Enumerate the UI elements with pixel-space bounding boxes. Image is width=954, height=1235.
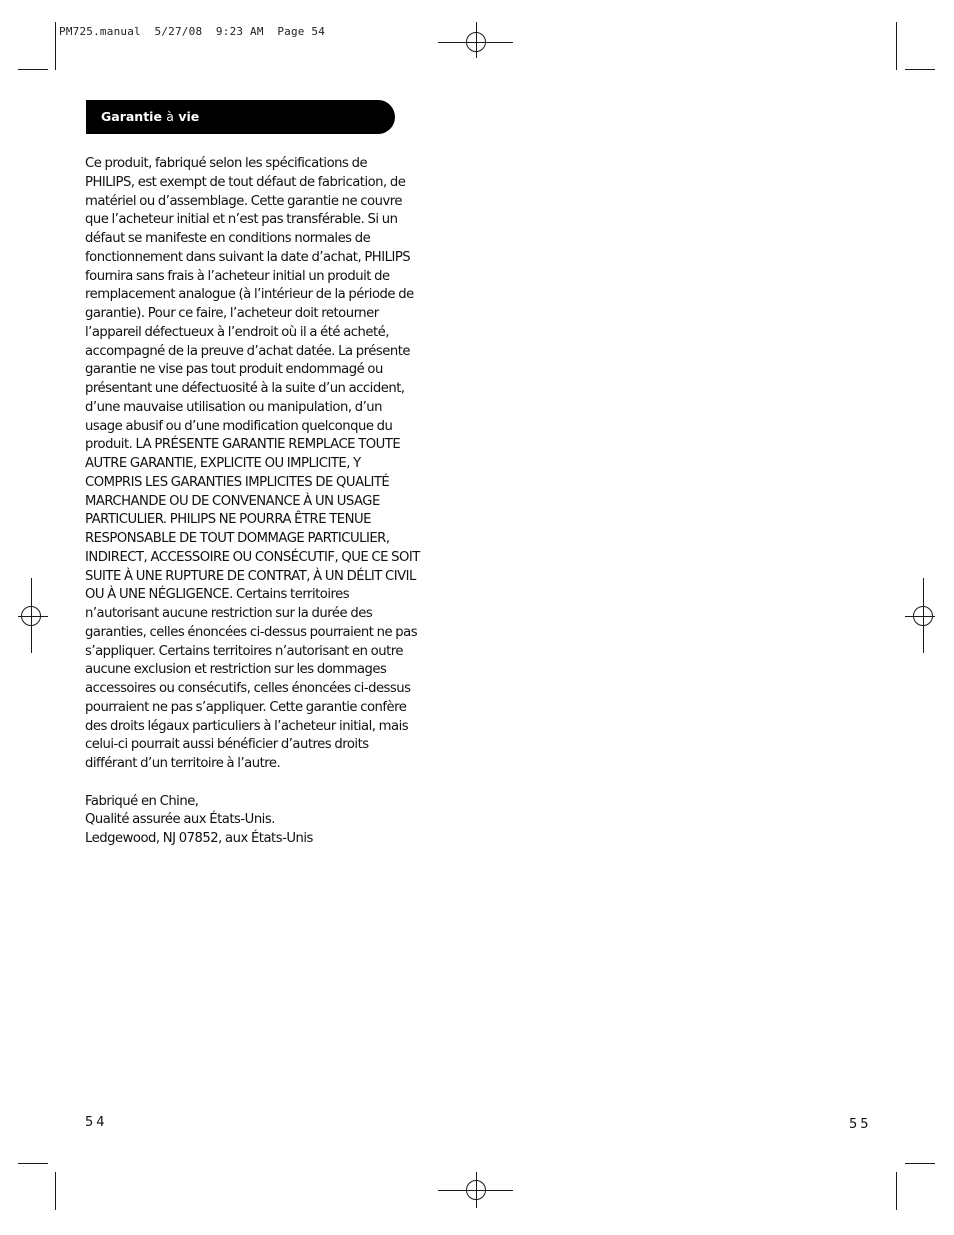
warranty-line: COMPRIS LES GARANTIES IMPLICITES DE QUALITÉ	[85, 474, 390, 490]
warranty-line: accompagné de la preuve d’achat datée. La présente	[85, 343, 410, 359]
crop-mark-bottom-right-vertical	[896, 1172, 897, 1210]
warranty-line: l’appareil défectueux à l’endroit où il a été acheté,	[85, 324, 389, 340]
section-title-part-3: vie	[173, 109, 200, 124]
warranty-line: usage abusif ou d’une modification quelconque du	[85, 418, 393, 434]
warranty-line: n’autorisant aucune restriction sur la durée des	[85, 606, 373, 621]
warranty-line: défaut se manifeste en conditions normales de	[85, 231, 371, 246]
origin-line: Ledgewood, NJ 07852, aux États-Unis	[85, 831, 313, 846]
warranty-line: pourraient ne pas s’appliquer. Cette garantie confère	[85, 699, 407, 715]
warranty-line: OU À UNE NÉGLIGENCE. Certains territoires	[85, 587, 350, 603]
warranty-line: produit. LA PRÉSENTE GARANTIE REMPLACE TOUTE	[85, 437, 401, 453]
registration-mark-left-circle	[21, 606, 41, 626]
section-title-part-1: Garantie	[101, 109, 167, 124]
warranty-line: s’appliquer. Certains territoires n’autorisant en outre	[85, 643, 403, 659]
section-heading-tab	[86, 100, 395, 134]
warranty-line: des droits légaux particuliers à l’acheteur initial, mais	[85, 718, 409, 734]
section-title-part-2: à	[166, 109, 174, 124]
warranty-line: que l’acheteur initial et n’est pas transférable. Si un	[85, 212, 398, 228]
warranty-line: aucune exclusion et restriction sur les dommages	[85, 662, 387, 678]
warranty-line: RESPONSABLE DE TOUT DOMMAGE PARTICULIER,	[85, 531, 390, 546]
origin-line: Qualité assurée aux États-Unis.	[85, 812, 275, 828]
warranty-line: matériel ou d’assemblage. Cette garantie ne couvre	[85, 193, 403, 209]
warranty-line: celui-ci pourrait aussi bénéficier d’autres droits	[85, 737, 369, 753]
warranty-line: accessoires ou consécutifs, celles énoncées ci-dessus	[85, 681, 411, 696]
crop-mark-bottom-right-horizontal	[905, 1163, 935, 1164]
warranty-line: fournira sans frais à l’acheteur initial un produit de	[85, 268, 390, 284]
registration-mark-right-circle	[913, 606, 933, 626]
warranty-line: d’une mauvaise utilisation ou manipulation, d’un	[85, 399, 382, 415]
warranty-line: différant d’un territoire à l’autre.	[85, 756, 281, 771]
warranty-line: garantie). Pour ce faire, l’acheteur doit retourner	[85, 306, 379, 321]
origin-paragraph	[85, 793, 435, 849]
page-number-left: 54	[85, 1115, 108, 1130]
print-slug: PM725.manual 5/27/08 9:23 AM Page 54	[59, 25, 326, 38]
warranty-line: PHILIPS, est exempt de tout défaut de fabrication, de	[85, 174, 406, 190]
crop-mark-bottom-left-horizontal	[18, 1163, 48, 1164]
warranty-line: AUTRE GARANTIE, EXPLICITE OU IMPLICITE, Y	[85, 456, 361, 471]
registration-mark-bottom-circle	[466, 1180, 486, 1200]
crop-mark-top-left-vertical	[55, 22, 56, 70]
warranty-line: SUITE À UNE RUPTURE DE CONTRAT, À UN DÉLIT CIVIL	[85, 568, 416, 584]
warranty-line: garanties, celles énoncées ci-dessus pourraient ne pas	[85, 624, 418, 640]
warranty-line: Ce produit, fabriqué selon les spécifications de	[85, 156, 368, 171]
crop-mark-top-right-horizontal	[905, 69, 935, 70]
warranty-paragraph	[85, 155, 435, 774]
warranty-line: remplacement analogue (à l’intérieur de la période de	[85, 287, 414, 303]
origin-line: Fabriqué en Chine,	[85, 793, 199, 809]
crop-mark-bottom-left-vertical	[55, 1172, 56, 1210]
registration-mark-top-circle	[466, 32, 486, 52]
page-number-right: 55	[849, 1117, 872, 1132]
warranty-line: PARTICULIER. PHILIPS NE POURRA ÊTRE TENUE	[85, 512, 371, 528]
warranty-body	[85, 155, 435, 849]
crop-mark-top-right-vertical	[896, 22, 897, 70]
warranty-line: garantie ne vise pas tout produit endommagé ou	[85, 362, 383, 378]
warranty-line: INDIRECT, ACCESSOIRE OU CONSÉCUTIF, QUE CE SOIT	[85, 549, 420, 565]
crop-mark-top-left-horizontal	[18, 69, 48, 70]
warranty-line: présentant une défectuosité à la suite d’un accident,	[85, 381, 405, 396]
warranty-line: fonctionnement dans suivant la date d’achat, PHILIPS	[85, 249, 411, 265]
warranty-line: MARCHANDE OU DE CONVENANCE À UN USAGE	[85, 493, 380, 509]
paragraph-gap	[85, 774, 435, 793]
